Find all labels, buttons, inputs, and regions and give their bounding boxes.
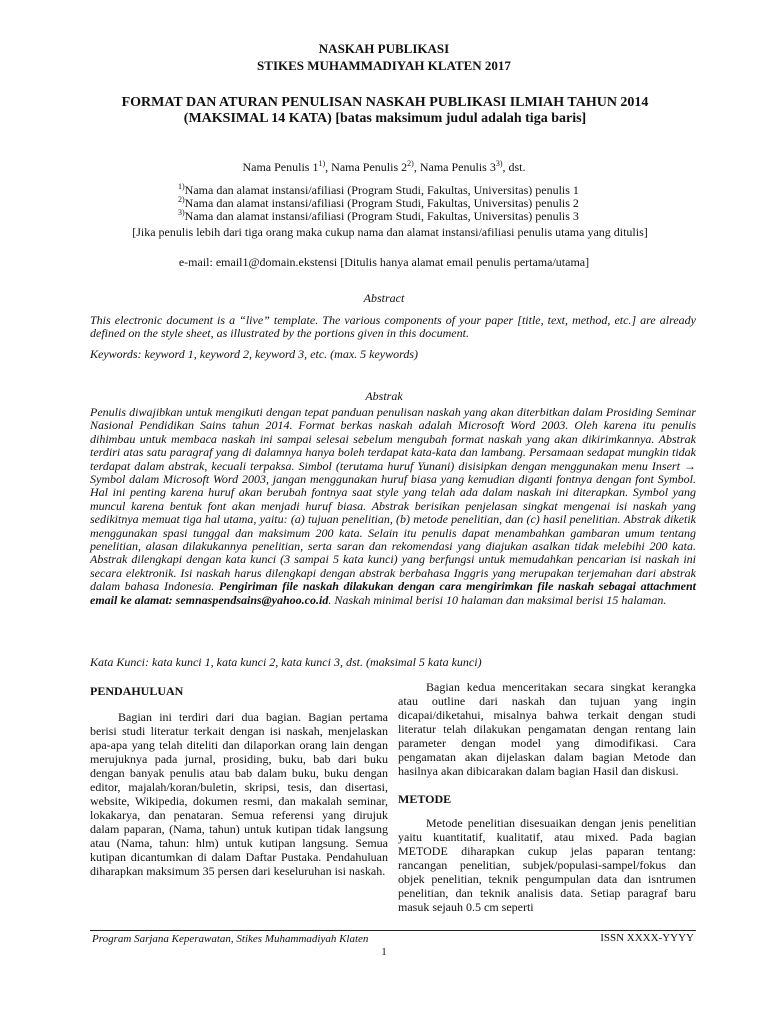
author-list [0,160,768,175]
paper-title: FORMAT DAN ATURAN PENULISAN NASKAH PUBLIKASI ILMIAH TAHUN 2014 (MAKSIMAL 14 KATA) [batas maksimum judul adalah tiga baris] [121,95,649,126]
author-3-sup: 3) [495,159,503,168]
abstrak-submission-note: Pengiriman file naskah dilakukan dengan cara mengirimkan file naskah sebagai attachment email ke alamat: semnaspendsains@yahoo.co.id [90,579,696,607]
footer-institution: Program Sarjana Keperawatan, Stikes Muhammadiyah Klaten [92,933,369,945]
email-line: e-mail: email1@domain.ekstensi [Ditulis hanya alamat email penulis pertama/utama] [178,255,590,269]
abstrak-body: Penulis diwajibkan untuk mengikuti dengan tepat panduan penulisan naskah yang akan diterbitkan dalam Prosiding Seminar Nasional Pendidikan Sains tahun 2014. Format berkas naskah adalah Microsoft Word 2003. Oleh karena itu penulis dihimbau untuk membaca naskah ini sampai selesai sebelum mengubah format naskah yang akan dikirimkannya. Abstrak terdiri atas satu paragraf yang di dalamnya hanya boleh terdapat kata-kata dan lambang. Persamaan sedapat mungkin tidak terdapat dalam abstrak, kecuali terpaksa. Simbol (terutama huruf Yunani) disisipkan dengan menggunakan menu Insert → Symbol dalam Microsoft Word 2003, jangan menggunakan huruf biasa yang kemudian diganti fontnya dengan font Symbol. Hal ini penting karena huruf akan berubah fontnya saat style yang telah ada dalam naskah ini diterapkan. Symbol yang muncul karena bentuk font akan menjadi huruf biasa. Abstrak berisikan penjelasan singkat mengenai isi naskah yang sedikitnya memuat tiga hal utama, yaitu: (a) tujuan penelitian, (b) metode penelitian, dan (c) hasil penelitian. Abstrak diketik menggunakan spasi tunggal dan maksimum 200 kata. Selain itu penulis dapat menambahkan gambaran umum tentang penelitian, alasan dilakukannya penelitian, serta saran dan rekomendasi yang diajukan asalkan tidak melebihi 200 kata. Abstrak dilengkapi dengan kata kunci (3 sampai 5 kata kunci) yang berfungsi untuk memudahkan pencarian isi naskah ini secara elektronik. Isi naskah harus dilengkapi dengan abstrak berbahasa Inggris yang merupakan terjemahan dari abstrak dalam bahasa Indonesia. Pengiriman file naskah dilakukan dengan cara mengirimkan file naskah sebagai attachment email ke alamat: semnaspendsains@yahoo.co.id. Naskah minimal berisi 10 halaman dan maksimal berisi 15 halaman. [90,405,696,607]
section-heading-metode: METODE [398,792,452,806]
author-tail: , dst. [502,160,526,174]
affiliation-list [178,184,768,223]
page-number: 1 [381,946,387,958]
author-3: , Nama Penulis 3 [413,160,496,174]
affiliation-2: $^{2)}$Nama dan alamat instansi/afiliasi (Program Studi, Fakultas, Universitas) penulis 2 [178,195,579,210]
author-2: , Nama Penulis 2 [325,160,408,174]
section-heading-pendahuluan: PENDAHULUAN [90,684,184,698]
footer-divider [90,930,696,931]
abstract-heading: Abstract [363,291,405,305]
right-column [398,680,696,914]
footer-issn: ISSN XXXX-YYYY [600,932,694,944]
pendahuluan-paragraph: Bagian ini terdiri dari dua bagian. Bagian pertama berisi studi literatur terkait dengan isi naskah, menjelaskan apa-apa yang telah diteliti dan dilaporkan orang lain dengan merujuknya pada jurnal, prosiding, buku, bab dari buku dengan banyak penulis atau bab dalam buku, buku dengan editor, majalah/koran/buletin, skripsi, tesis, dan disertasi, website, Wikipedia, dokumen resmi, dan makalah seminar, lokakarya, dan penataran. Semua referensi yang dirujuk dalam paparan, (Nama, tahun) untuk kutipan tidak langsung atau (Nama, tahun: hlm) untuk kutipan langsung. Semua kutipan dicantumkan di dalam Daftar Pustaka. Pendahuluan diharapkan maksimum 35 persen dari keseluruhan isi naskah. [90,710,388,878]
author-1: Nama Penulis 1 [242,160,319,174]
affiliation-3: $^{3)}$Nama dan alamat instansi/afiliasi (Program Studi, Fakultas, Universitas) penulis 3 [178,208,579,223]
abstract-body: This electronic document is a “live” template. The various components of your paper [title, text, method, etc.] are already defined on the style sheet, as illustrated by the portions given in this document. [90,313,696,341]
abstrak-keywords: Kata Kunci: kata kunci 1, kata kunci 2, kata kunci 3, dst. (maksimal 5 kata kunci) [90,655,482,669]
affiliation-1: $^{1)}$Nama dan alamat instansi/afiliasi (Program Studi, Fakultas, Universitas) penulis 1 [178,182,579,197]
abstrak-heading: Abstrak [365,389,403,403]
abstract-keywords: Keywords: keyword 1, keyword 2, keyword 3, etc. (max. 5 keywords) [90,347,419,361]
affiliation-note: [Jika penulis lebih dari tiga orang maka cukup nama dan alamat instansi/afiliasi penulis utama yang ditulis] [132,225,648,239]
author-1-sup: 1) [318,159,326,168]
left-column [90,684,388,878]
author-2-sup: 2) [407,159,414,168]
journal-header-line2: STIKES MUHAMMADIYAH KLATEN 2017 [257,58,511,73]
pendahuluan-paragraph-2: Bagian kedua menceritakan secara singkat kerangka atau outline dari naskah dan tujuan yang ingin dicapai/diketahui, misalnya bahwa terkait dengan studi literatur telah dilakukan pengamatan dengan rentang lain parameter dengan model yang dimodifikasi. Cara pengamatan akan dijelaskan dalam bagian Metode dan hasilnya akan dibicarakan dalam bagian Hasil dan diskusi. [398,680,696,778]
metode-paragraph: Metode penelitian disesuaikan dengan jenis penelitian yaitu kuantitatif, kualitatif, atau mixed. Pada bagian METODE diharapkan cukup jelas paparan tentang: rancangan penelitian, subjek/populasi-sampel/fokus dan objek penelitian, teknik pengumpulan data dan isntrumen penelitian, dan teknik analisis data. Setiap paragraf baru masuk sejauh 0.5 cm seperti [398,816,696,914]
journal-header-line1: NASKAH PUBLIKASI [318,41,450,56]
